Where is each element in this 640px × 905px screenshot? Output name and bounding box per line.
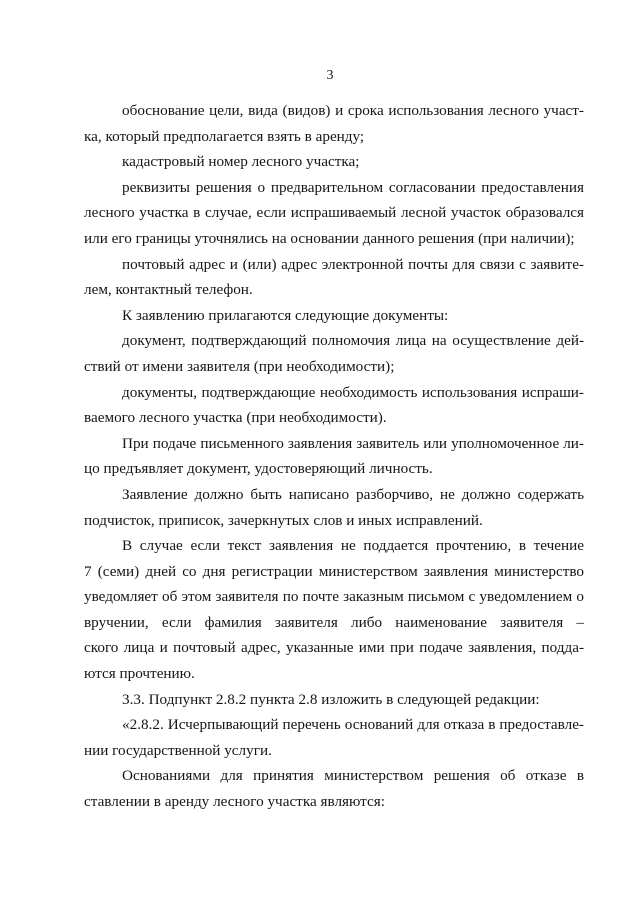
text-line: ка, который предполагается взять в аренду; [84, 127, 365, 145]
text-line: подчисток, приписок, зачеркнутых слов и иных исправлений. [84, 511, 483, 529]
text-line: ваемого лесного участка (при необходимости). [84, 409, 387, 427]
text-line: 7 (семи) дней со дня регистрации министерством заявления министерство [84, 562, 584, 580]
text-line: лесного участка в случае, если испрашиваемый лесной участок образовался [84, 204, 584, 222]
text-line: Заявление должно быть написано разборчиво, не должно содержать [122, 485, 584, 503]
text-line: или его границы уточнялись на основании данного решения (при наличии); [84, 229, 575, 247]
text-line: «2.8.2. Исчерпывающий перечень оснований для отказа в предоставле- [122, 716, 584, 734]
text-line: ставлении в аренду лесного участка являются: [84, 793, 385, 811]
page-number: 3 [326, 68, 334, 83]
text-line: При подаче письменного заявления заявитель или уполномоченное ли- [122, 434, 584, 452]
document-body [84, 98, 584, 815]
text-line: вручении, если фамилия заявителя либо наименование заявителя – [84, 613, 584, 631]
text-line: ются прочтению. [84, 665, 195, 683]
text-line: уведомляет об этом заявителя по почте заказным письмом с уведомлением о [84, 588, 584, 606]
text-line: кадастровый номер лесного участка; [122, 153, 360, 171]
text-line: нии государственной услуги. [84, 741, 272, 759]
text-line: реквизиты решения о предварительном согласовании предоставления [122, 178, 584, 196]
text-line: ского лица и почтовый адрес, указанные ими при подаче заявления, подда- [84, 639, 584, 657]
text-line: Основаниями для принятия министерством решения об отказе в [122, 767, 584, 785]
text-line: 3.3. Подпункт 2.8.2 пункта 2.8 изложить в следующей редакции: [122, 690, 540, 708]
text-line: ствий от имени заявителя (при необходимости); [84, 357, 395, 375]
text-line: почтовый адрес и (или) адрес электронной почты для связи с заявите- [122, 255, 584, 273]
text-line: документ, подтверждающий полномочия лица на осуществление дей- [122, 332, 584, 350]
text-line: документы, подтверждающие необходимость использования испраши- [122, 383, 584, 401]
text-line: цо предъявляет документ, удостоверяющий личность. [84, 460, 433, 478]
text-line: обоснование цели, вида (видов) и срока использования лесного участ- [122, 102, 584, 119]
text-line: К заявлению прилагаются следующие документы: [122, 306, 449, 324]
text-line: В случае если текст заявления не поддается прочтению, в течение [122, 537, 584, 555]
text-line: лем, контактный телефон. [84, 281, 253, 299]
